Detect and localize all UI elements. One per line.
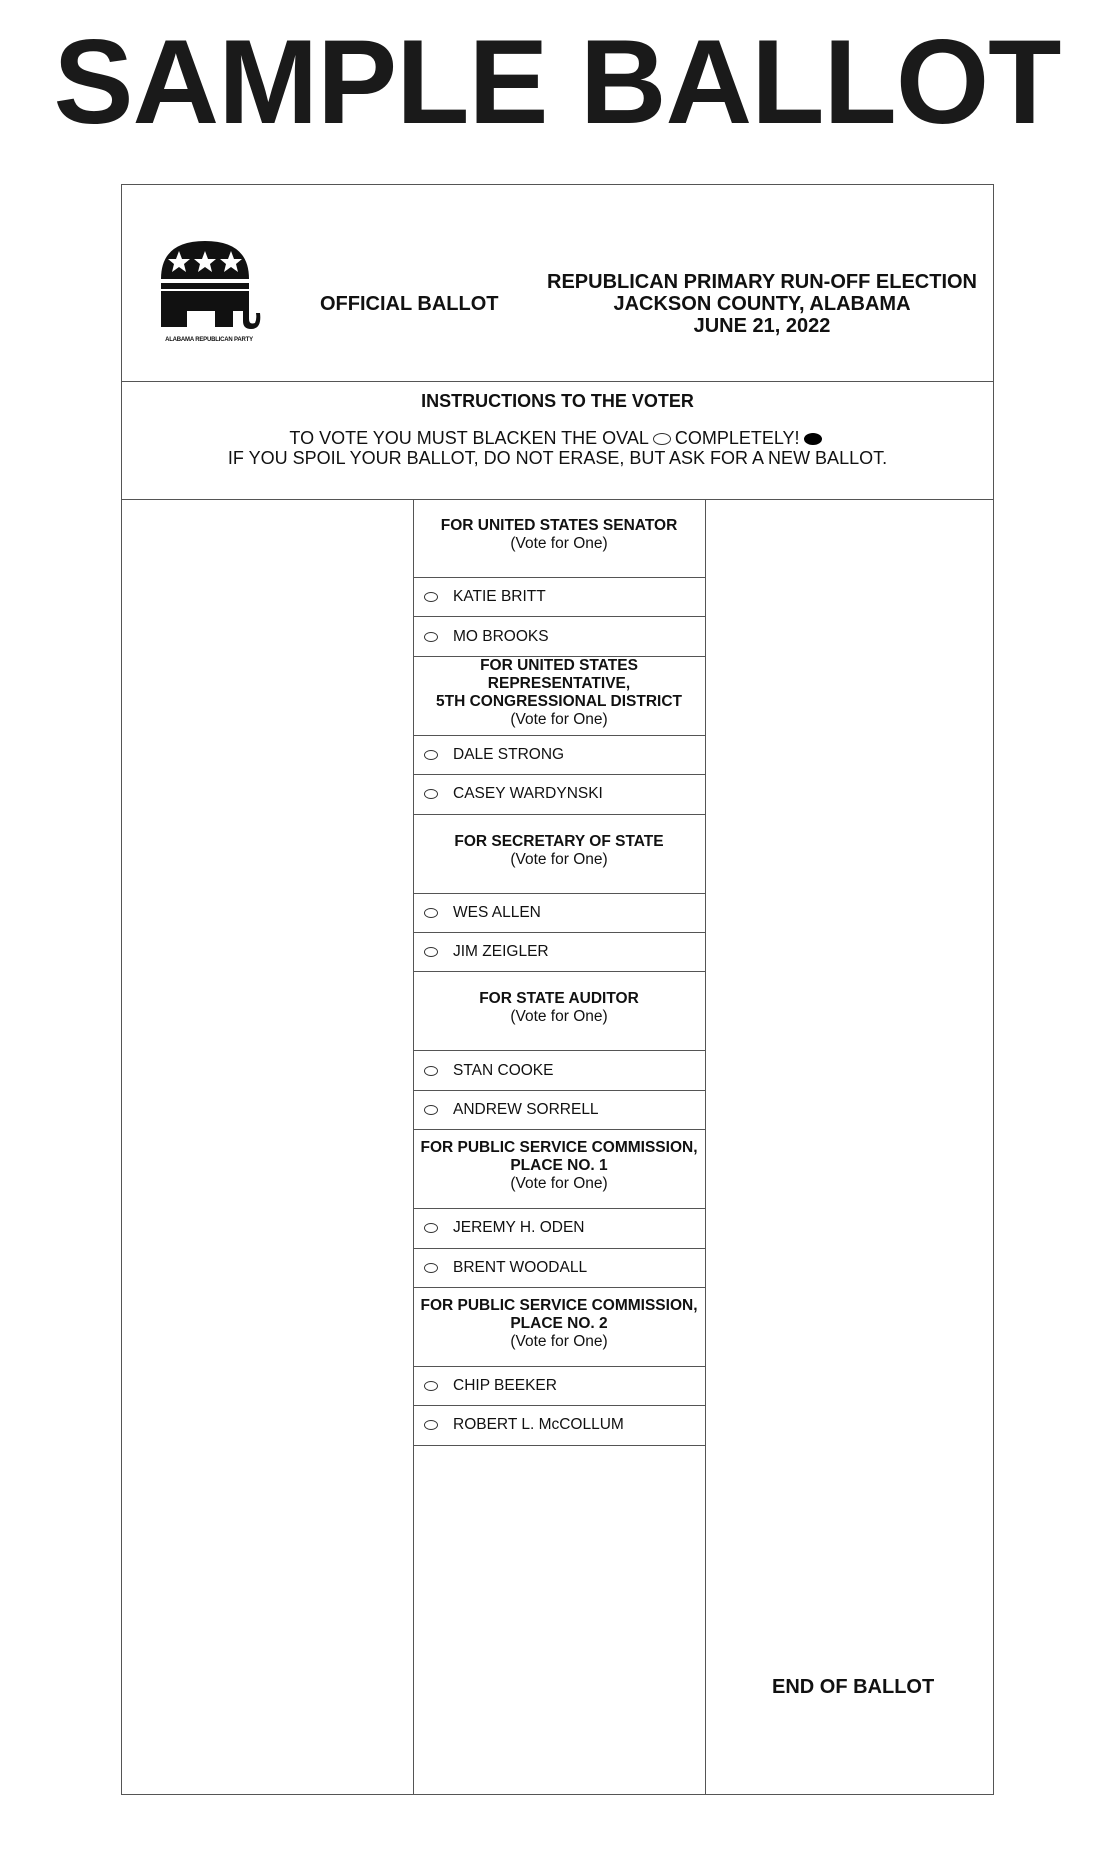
candidate-name: DALE STRONG — [453, 745, 565, 763]
race-title: FOR PUBLIC SERVICE COMMISSION, — [420, 1139, 698, 1157]
race-title: FOR PUBLIC SERVICE COMMISSION, — [420, 1296, 698, 1314]
candidate-name: MO BROOKS — [453, 627, 549, 645]
race-header — [413, 972, 705, 1051]
instruction-line-1b: COMPLETELY! — [674, 428, 800, 448]
election-date: JUNE 21, 2022 — [693, 315, 831, 337]
empty-oval-icon — [653, 433, 671, 445]
race-title: 5TH CONGRESSIONAL DISTRICT — [435, 692, 682, 710]
race-header — [413, 499, 705, 578]
candidate-row[interactable] — [413, 1209, 705, 1248]
candidate-row[interactable] — [413, 775, 705, 814]
candidate-name: JEREMY H. ODEN — [453, 1219, 585, 1237]
candidate-name: JIM ZEIGLER — [453, 943, 549, 961]
instruction-line-2: IF YOU SPOIL YOUR BALLOT, DO NOT ERASE, BUT ASK FOR A NEW BALLOT. — [227, 448, 888, 468]
race-title: PLACE NO. 1 — [510, 1157, 608, 1175]
oval-icon[interactable] — [424, 1066, 438, 1076]
race-header — [413, 657, 705, 736]
vote-for-one: (Vote for One) — [510, 710, 608, 728]
oval-icon[interactable] — [424, 1105, 438, 1115]
race-header — [413, 1130, 705, 1209]
vote-for-one: (Vote for One) — [510, 1175, 608, 1193]
logo-caption: ALABAMA REPUBLICAN PARTY — [165, 337, 253, 343]
oval-icon[interactable] — [424, 1263, 438, 1273]
end-of-ballot: END OF BALLOT — [772, 1676, 935, 1698]
oval-icon[interactable] — [424, 1223, 438, 1233]
ballot — [121, 184, 994, 1795]
oval-icon[interactable] — [424, 789, 438, 799]
candidate-name: CHIP BEEKER — [453, 1377, 557, 1395]
official-ballot-label: OFFICIAL BALLOT — [320, 293, 499, 315]
candidate-row[interactable] — [413, 1091, 705, 1130]
candidate-name: CASEY WARDYNSKI — [453, 785, 603, 803]
race-title: PLACE NO. 2 — [510, 1314, 608, 1332]
oval-icon[interactable] — [424, 947, 438, 957]
candidate-name: BRENT WOODALL — [453, 1258, 588, 1276]
instruction-line-1a: TO VOTE YOU MUST BLACKEN THE OVAL — [289, 428, 649, 448]
elephant-icon — [157, 239, 261, 331]
instructions-heading: INSTRUCTIONS TO THE VOTER — [421, 391, 694, 411]
candidate-row[interactable] — [413, 736, 705, 775]
race-title: FOR UNITED STATES REPRESENTATIVE, — [480, 656, 638, 692]
candidate-name: ROBERT L. McCOLLUM — [453, 1416, 624, 1434]
candidate-name: KATIE BRITT — [453, 588, 546, 606]
vote-for-one: (Vote for One) — [510, 1008, 608, 1026]
races-column — [413, 499, 705, 1446]
election-county: JACKSON COUNTY, ALABAMA — [613, 293, 911, 315]
candidate-row[interactable] — [413, 933, 705, 972]
instructions — [122, 381, 993, 500]
vote-for-one: (Vote for One) — [510, 535, 608, 552]
oval-icon[interactable] — [424, 908, 438, 918]
oval-icon[interactable] — [424, 632, 438, 642]
candidate-row[interactable] — [413, 1051, 705, 1090]
candidate-row[interactable] — [413, 894, 705, 933]
party-logo — [157, 239, 261, 343]
race-title: FOR SECRETARY OF STATE — [454, 832, 664, 850]
page-title: SAMPLE BALLOT — [53, 15, 1061, 149]
oval-icon[interactable] — [424, 1381, 438, 1391]
race-title: FOR STATE AUDITOR — [479, 990, 639, 1008]
race-header — [413, 815, 705, 894]
filled-oval-icon — [804, 433, 822, 445]
race-header — [413, 1288, 705, 1367]
vote-for-one: (Vote for One) — [510, 850, 608, 868]
candidate-name: ANDREW SORRELL — [453, 1100, 599, 1118]
election-info — [542, 271, 982, 337]
candidate-name: WES ALLEN — [453, 903, 541, 921]
candidate-row[interactable] — [413, 1367, 705, 1406]
election-name: REPUBLICAN PRIMARY RUN-OFF ELECTION — [547, 271, 977, 293]
vote-for-one: (Vote for One) — [510, 1332, 608, 1350]
candidate-row[interactable] — [413, 1249, 705, 1288]
oval-icon[interactable] — [424, 750, 438, 760]
candidate-row[interactable] — [413, 578, 705, 617]
oval-icon[interactable] — [424, 592, 438, 602]
candidate-row[interactable] — [413, 1406, 705, 1445]
candidate-row[interactable] — [413, 617, 705, 656]
candidate-name: STAN COOKE — [453, 1061, 554, 1079]
oval-icon[interactable] — [424, 1420, 438, 1430]
column-divider — [705, 499, 706, 1794]
race-title: FOR UNITED STATES SENATOR — [440, 517, 678, 534]
ballot-header — [122, 185, 993, 382]
